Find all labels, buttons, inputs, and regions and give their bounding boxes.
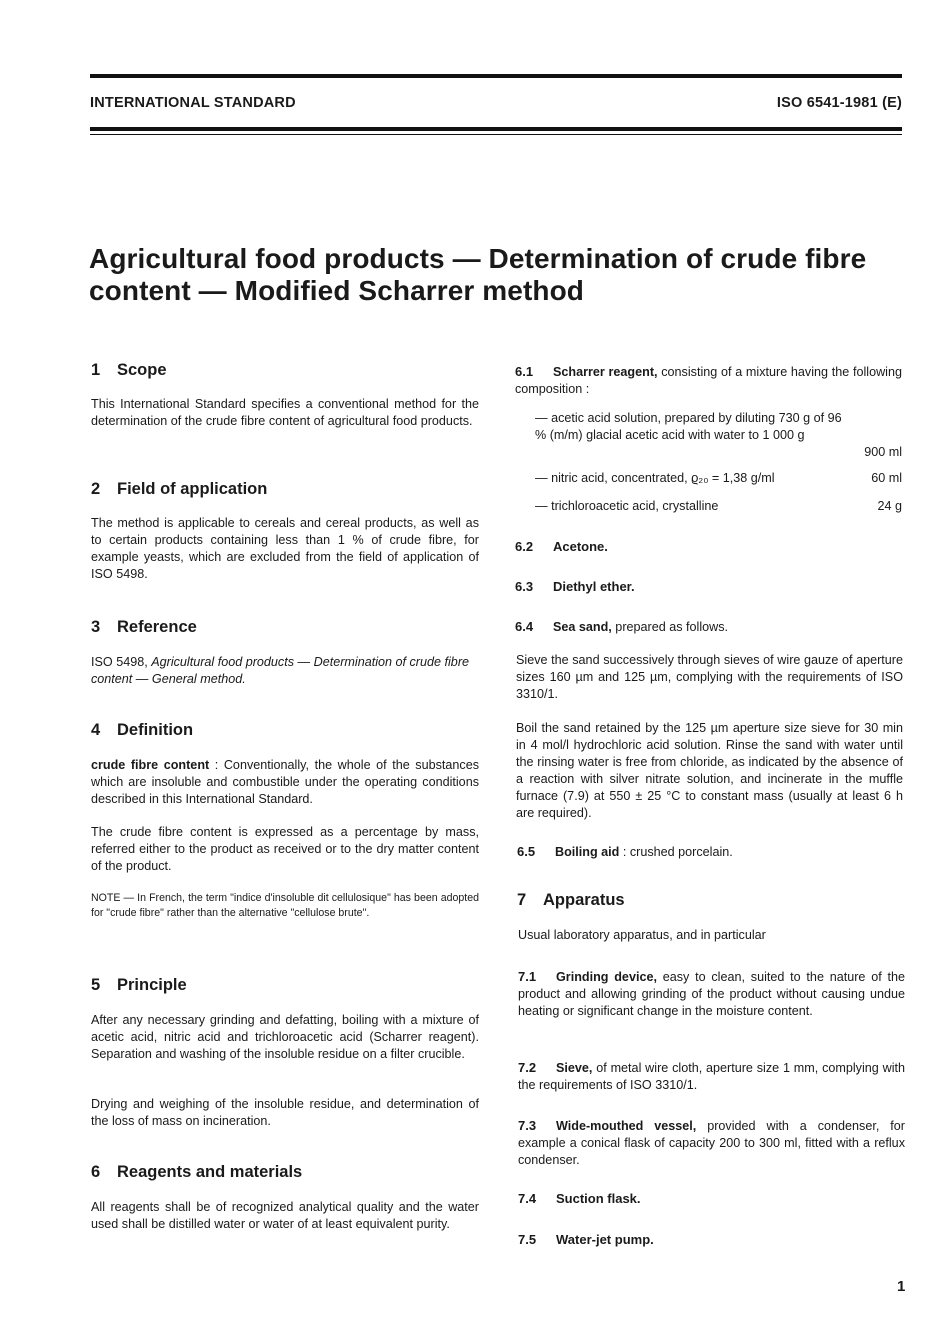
subsection-number: 6.1 bbox=[515, 364, 534, 379]
composition-item bbox=[535, 410, 902, 461]
section-3-text bbox=[91, 654, 479, 688]
section-number: 1 bbox=[91, 361, 101, 379]
subsection-number: 7.2 bbox=[518, 1060, 537, 1075]
subsection-6-4-text-2: Boil the sand retained by the 125 µm aperture size sieve for 30 min in 4 mol/l hydrochloric acid solution. Rinse the sand with water until the rinsing water is free from chloride, as indicated by the absence of a reaction with silver nitrate solution, and incinerate in the muffle furnace (7.9) at 550 ± 25 °C to constant mass (usually at least 6 h are required). bbox=[516, 721, 903, 820]
subsection-7-5 bbox=[518, 1232, 654, 1247]
section-title: Apparatus bbox=[543, 891, 625, 909]
header-left: INTERNATIONAL STANDARD bbox=[90, 95, 296, 111]
subsection-title: Water-jet pump. bbox=[556, 1232, 654, 1247]
subsection-number: 6.2 bbox=[515, 539, 534, 554]
section-number: 2 bbox=[91, 480, 101, 498]
subsection-number: 6.4 bbox=[515, 619, 534, 634]
composition-amount: 24 g bbox=[877, 499, 902, 513]
composition-item bbox=[535, 498, 902, 515]
section-4-heading bbox=[91, 721, 193, 740]
subsection-title: Acetone. bbox=[553, 539, 608, 554]
title-line-2: content — Modified Scharrer method bbox=[89, 275, 584, 306]
subsection-text: prepared as follows. bbox=[611, 620, 729, 634]
composition-amount: 60 ml bbox=[871, 471, 902, 485]
section-7-heading bbox=[517, 891, 625, 910]
subsection-text: easy to clean, suited to the nature of the product and allowing grinding of the product without causing undue heating or significant change in the moisture content. bbox=[518, 970, 905, 1018]
section-6-text: All reagents shall be of recognized analytical quality and the water used shall be distilled water or water of at least equivalent purity. bbox=[91, 1200, 479, 1231]
subsection-6-1 bbox=[515, 363, 902, 398]
section-6-heading bbox=[91, 1163, 302, 1182]
composition-text: — acetic acid solution, prepared by diluting 730 g of 96 % (m/m) glacial acetic acid with water to 1 000 g bbox=[535, 411, 842, 442]
section-number: 3 bbox=[91, 618, 101, 636]
section-number: 5 bbox=[91, 976, 101, 994]
section-4-note: NOTE — In French, the term "indice d'insoluble dit cellulosique" has been adopted for "crude fibre" rather than the alternative "cellulose brute". bbox=[91, 892, 479, 919]
section-2-text: The method is applicable to cereals and cereal products, as well as to certain products containing less than 1 % of crude fibre, for example yeasts, which are excluded from the field of application of ISO 5498. bbox=[91, 516, 479, 581]
section-title: Scope bbox=[117, 361, 167, 379]
section-title: Definition bbox=[117, 721, 194, 739]
subsection-number: 7.4 bbox=[518, 1191, 537, 1206]
section-2-heading bbox=[91, 480, 267, 499]
subsection-6-2 bbox=[515, 539, 608, 554]
subsection-6-4-text-1: Sieve the sand successively through sieves of wire gauze of aperture sizes 160 µm and 125 µm, complying with the requirements of ISO 3310/1. bbox=[516, 653, 903, 701]
composition-amount: 900 ml bbox=[864, 445, 902, 459]
section-number: 4 bbox=[91, 721, 101, 739]
subsection-title: Grinding device, bbox=[556, 970, 657, 984]
subsection-number: 7.5 bbox=[518, 1232, 537, 1247]
subsection-7-3 bbox=[518, 1117, 905, 1169]
header-rule-thick bbox=[90, 127, 902, 131]
subsection-title: Sea sand, bbox=[553, 620, 612, 634]
subsection-text: of metal wire cloth, aperture size 1 mm, complying with the requirements of ISO 3310/1. bbox=[518, 1061, 905, 1092]
top-rule bbox=[90, 74, 902, 78]
section-4-definition bbox=[91, 757, 479, 808]
subsection-7-4 bbox=[518, 1191, 641, 1206]
header-rule-thin bbox=[90, 134, 902, 135]
section-3-heading bbox=[91, 618, 197, 637]
section-number: 6 bbox=[91, 1163, 101, 1181]
subsection-6-3 bbox=[515, 579, 635, 594]
subsection-title: Diethyl ether. bbox=[553, 579, 635, 594]
section-title: Reagents and materials bbox=[117, 1163, 303, 1181]
subsection-text: consisting of a mixture having the following composition : bbox=[515, 365, 902, 396]
reference-title: Agricultural food products — Determination of crude fibre content — General method. bbox=[91, 655, 470, 686]
subsection-number: 7.1 bbox=[518, 969, 537, 984]
section-1-heading bbox=[91, 361, 167, 380]
subsection-7-1 bbox=[518, 968, 905, 1020]
subsection-title: Wide-mouthed vessel, bbox=[556, 1119, 697, 1133]
section-title: Principle bbox=[117, 976, 187, 994]
section-5-text-2: Drying and weighing of the insoluble residue, and determination of the loss of mass on incineration. bbox=[91, 1097, 479, 1128]
section-4-text: The crude fibre content is expressed as a percentage by mass, referred either to the product as received or to the dry matter content of the product. bbox=[91, 825, 479, 873]
subsection-title: Scharrer reagent, bbox=[553, 365, 658, 379]
composition-item bbox=[535, 470, 902, 487]
subsection-number: 6.3 bbox=[515, 579, 534, 594]
composition-text: — nitric acid, concentrated, ϱ₂₀ = 1,38 g/ml bbox=[535, 471, 775, 485]
subsection-7-2 bbox=[518, 1059, 905, 1094]
header-right: ISO 6541-1981 (E) bbox=[776, 95, 902, 111]
subsection-text: provided with a condenser, for example a conical flask of capacity 200 to 300 ml, fitted with a reflux condenser. bbox=[518, 1119, 905, 1167]
reference-number: ISO 5498, bbox=[91, 655, 152, 669]
subsection-number: 6.5 bbox=[517, 844, 536, 859]
document-title bbox=[89, 243, 919, 307]
section-number: 7 bbox=[517, 891, 527, 909]
subsection-6-5 bbox=[517, 843, 904, 861]
subsection-title: Sieve, bbox=[556, 1061, 593, 1075]
subsection-text: : crushed porcelain. bbox=[619, 845, 733, 859]
subsection-title: Suction flask. bbox=[556, 1191, 641, 1206]
section-5-text-1: After any necessary grinding and defatting, boiling with a mixture of acetic acid, nitric acid and trichloroacetic acid (Scharrer reagent). Separation and washing of the insoluble residue on a filter crucible. bbox=[91, 1013, 479, 1061]
section-5-heading bbox=[91, 976, 187, 995]
section-7-text: Usual laboratory apparatus, and in particular bbox=[518, 928, 766, 942]
subsection-number: 7.3 bbox=[518, 1118, 537, 1133]
title-line-1: Agricultural food products — Determination of crude fibre bbox=[89, 243, 867, 274]
section-title: Reference bbox=[117, 618, 197, 636]
section-1-text: This International Standard specifies a conventional method for the determination of the crude fibre content of agricultural food products. bbox=[91, 397, 479, 428]
subsection-6-4 bbox=[515, 618, 902, 636]
page-number: 1 bbox=[897, 1278, 906, 1295]
composition-text: — trichloroacetic acid, crystalline bbox=[535, 499, 719, 513]
section-title: Field of application bbox=[117, 480, 268, 498]
definition-text: : Conventionally, the whole of the substances which are insoluble and combustible under the operating conditions described in this International Standard. bbox=[91, 758, 479, 806]
subsection-title: Boiling aid bbox=[555, 845, 620, 859]
defined-term: crude fibre content bbox=[91, 758, 210, 772]
